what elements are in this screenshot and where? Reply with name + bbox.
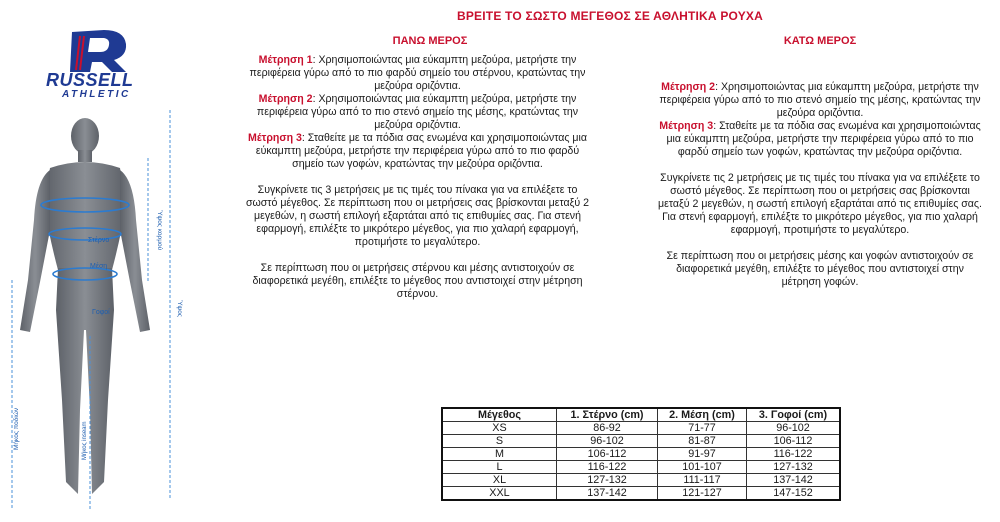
cell-waist: 81-87 (658, 435, 747, 448)
table-row (442, 422, 840, 435)
cell-waist: 121-127 (658, 487, 747, 501)
cell-waist: 71-77 (658, 422, 747, 435)
cell-waist: 111-117 (658, 474, 747, 487)
cell-size: XS (442, 422, 557, 435)
header-size: Μέγεθος (442, 408, 557, 422)
table-row (442, 448, 840, 461)
lower-m3-label: Μέτρηση 3 (659, 120, 714, 132)
body-measurement-figure (0, 110, 200, 522)
cell-chest: 96-102 (557, 435, 658, 448)
cell-waist: 101-107 (658, 461, 747, 474)
table-row (442, 435, 840, 448)
chest-label: Στέρνο (88, 237, 110, 244)
upper-instructions (245, 54, 590, 314)
cell-chest: 106-112 (557, 448, 658, 461)
cell-size: XL (442, 474, 557, 487)
upper-m1-label: Μέτρηση 1 (258, 54, 313, 66)
torso-label: Ύψος κορμού (156, 210, 163, 251)
leg-length-label: Μήκος ποδιών (13, 407, 20, 450)
upper-m3-text: : Σταθείτε με τα πόδια σας ενωμένα και χρησιμοποιώντας μια εύκαμπτη μεζούρα, μετρήστε την περιφέρεια γύρω από το πιο φαρδύ σημείο των γοφών, κρατώντας την μεζούρα οριζόντια. (255, 132, 587, 170)
inseam-label: Μήκος inseam (82, 421, 88, 460)
waist-label: Μέση (90, 263, 108, 270)
header-chest: 1. Στέρνο (cm) (557, 408, 658, 422)
cell-hips: 116-122 (747, 448, 841, 461)
cell-hips: 127-132 (747, 461, 841, 474)
lower-m2-label: Μέτρηση 2 (661, 81, 716, 93)
upper-m1-text: : Χρησιμοποιώντας μια εύκαμπτη μεζούρα, μετρήστε την περιφέρεια γύρω από το πιο φαρδύ σημείο του στέρνου, κρατώντας την μεζούρα οριζόντια. (249, 54, 586, 92)
height-label: Ύψος (176, 300, 183, 317)
cell-hips: 96-102 (747, 422, 841, 435)
cell-size: M (442, 448, 557, 461)
logo-line-1: RUSSELL (46, 70, 134, 90)
lower-note-text: Σε περίπτωση που οι μετρήσεις μέσης και γοφών αντιστοιχούν σε διαφορετικά μεγέθη, επιλέξτε το μέγεθος που αντιστοιχεί στην μέτρηση γοφών. (666, 250, 974, 288)
lower-compare-text: Συγκρίνετε τις 2 μετρήσεις με τις τιμές του πίνακα για να επιλέξετε το σωστό μέγεθος. Σε περίπτωση που οι μετρήσεις σας βρίσκονται μεταξύ 2 μεγεθών, η σωστή επιλογή εξαρτάται από τις επιθυμίες σας. Για στενή εφαρμογή, επιλέξτε το μικρότερο μέγεθος, για πιο χαλαρή εφαρμογή, προτιμήστε το μεγαλύτερο. (658, 172, 982, 236)
upper-compare-text: Συγκρίνετε τις 3 μετρήσεις με τις τιμές του πίνακα για να επιλέξετε το σωστό μέγεθος. Σε περίπτωση που οι μετρήσεις σας βρίσκονται μεταξύ 2 μεγεθών, η σωστή επιλογή εξαρτάται από τις επιθυμίες σας. Για στενή εφαρμογή, επιλέξτε το μικρότερο μέγεθος, για πιο χαλαρή εφαρμογή, προτιμήστε το μεγαλύτερο. (245, 184, 590, 248)
cell-size: XXL (442, 487, 557, 501)
lower-heading: ΚΑΤΩ ΜΕΡΟΣ (783, 35, 857, 47)
lower-m3-text: : Σταθείτε με τα πόδια σας ενωμένα και χρησιμοποιώντας μια εύκαμπτη μεζούρα, μετρήστε την περιφέρεια γύρω από το πιο φαρδύ σημείο των γοφών, κρατώντας την μεζούρα οριζόντια. (666, 120, 981, 158)
cell-size: L (442, 461, 557, 474)
cell-hips: 106-112 (747, 435, 841, 448)
cell-chest: 127-132 (557, 474, 658, 487)
cell-chest: 116-122 (557, 461, 658, 474)
table-row (442, 487, 840, 501)
cell-chest: 137-142 (557, 487, 658, 501)
cell-waist: 91-97 (658, 448, 747, 461)
upper-m2-text: : Χρησιμοποιώντας μια εύκαμπτη μεζούρα, μετρήστε την περιφέρεια γύρω από το πιο στενό σημείο της μέσης, κρατώντας την μεζούρα οριζόντια. (256, 93, 579, 131)
upper-note-text: Σε περίπτωση που οι μετρήσεις στέρνου και μέσης αντιστοιχούν σε διαφορετικά μεγέθη, επιλέξτε το μέγεθος που αντιστοιχεί στην μέτρηση στέρνου. (252, 262, 583, 300)
header-waist: 2. Μέση (cm) (658, 408, 747, 422)
lower-instructions (655, 81, 985, 302)
upper-m2-label: Μέτρηση 2 (258, 93, 313, 105)
header-hips: 3. Γοφοί (cm) (747, 408, 841, 422)
table-header-row (442, 408, 840, 422)
upper-m3-label: Μέτρηση 3 (248, 132, 302, 144)
russell-athletic-logo (40, 26, 158, 106)
logo-line-2: ATHLETIC (62, 89, 131, 100)
table-row (442, 474, 840, 487)
cell-hips: 147-152 (747, 487, 841, 501)
lower-m2-text: : Χρησιμοποιώντας μια εύκαμπτη μεζούρα, μετρήστε την περιφέρεια γύρω από το πιο στενό σημείο της μέσης, κρατώντας την μεζούρα οριζόντια. (659, 81, 981, 119)
upper-heading: ΠΑΝΩ ΜΕΡΟΣ (392, 35, 468, 47)
table-row (442, 461, 840, 474)
cell-size: S (442, 435, 557, 448)
hips-label: Γοφοί (92, 309, 110, 316)
page-title: ΒΡΕΙΤΕ ΤΟ ΣΩΣΤΟ ΜΕΓΕΘΟΣ ΣΕ ΑΘΛΗΤΙΚΑ ΡΟΥΧΑ (456, 9, 763, 23)
cell-hips: 137-142 (747, 474, 841, 487)
size-table (441, 407, 841, 501)
cell-chest: 86-92 (557, 422, 658, 435)
